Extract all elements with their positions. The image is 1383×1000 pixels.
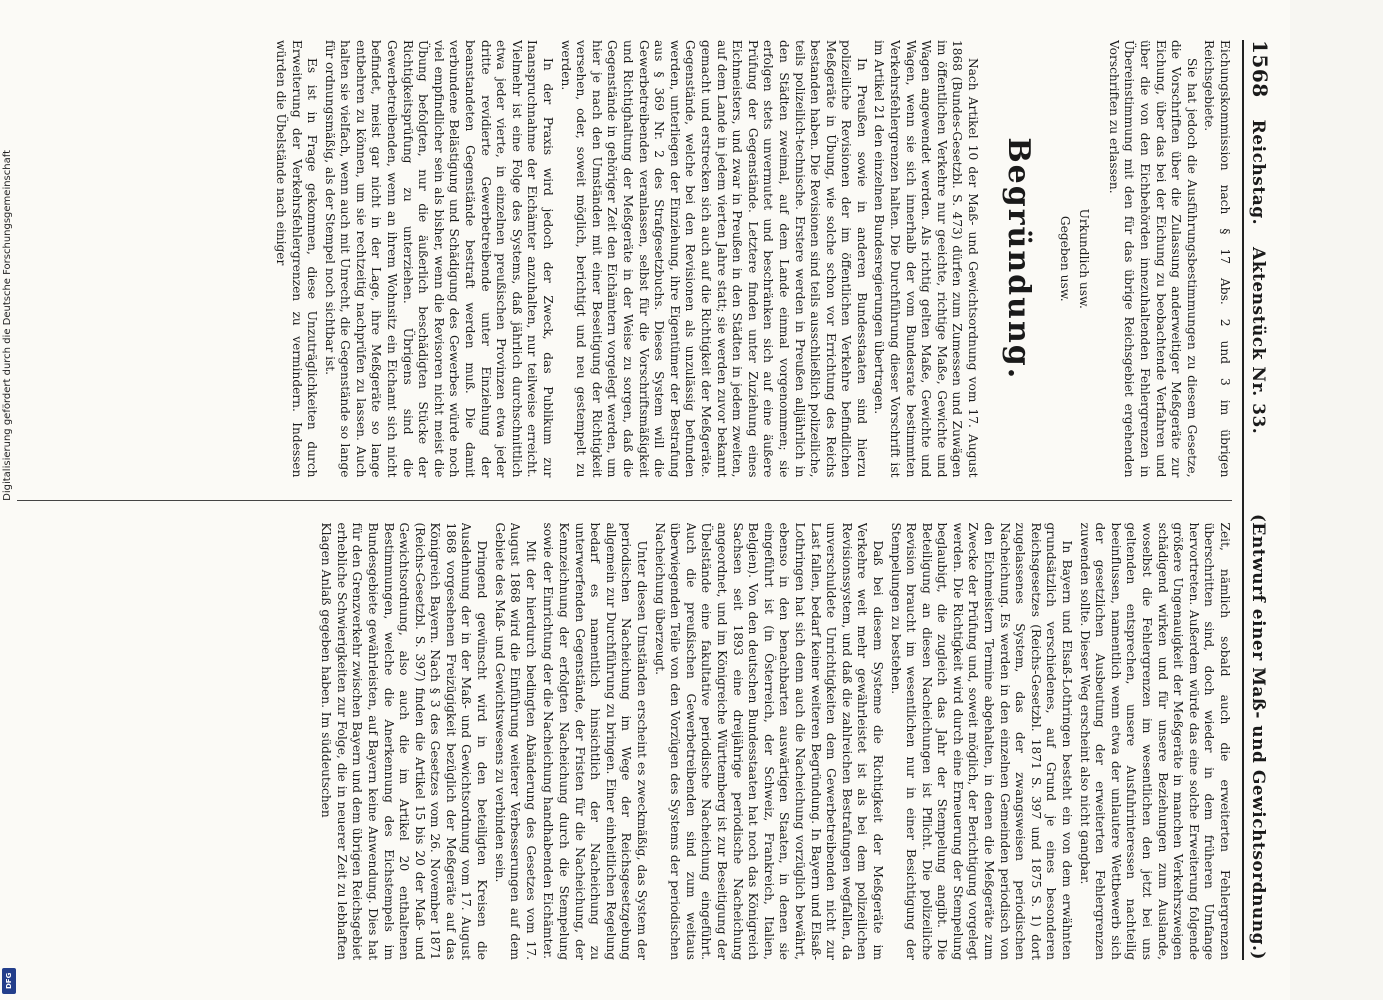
header-center: Aktenstück Nr. 33. bbox=[1248, 247, 1268, 435]
paragraph: Mit der hierdurch bedingten Abänderung des Gesetzes vom 17. August 1868 wird die Einführung weiterer Verbesserungen auf dem Gebiete des Maß- und Gewichtswesens zu verbinden sein. bbox=[492, 522, 538, 960]
paragraph: Eichungskommission nach § 17 Abs. 2 und 3 im übrigen Reichsgebiete. bbox=[1202, 40, 1232, 478]
paragraph: Nach Artikel 10 der Maß- und Gewichtsordnung vom 17. August 1868 (Bundes-Gesetzbl. S. 473) dürfen zum Zumessen und Zuwägen im öffentlichen Verkehre nur geeichte, richtige Maße, Gewichte und Wagen angewendet werden. Als richtig gelten Maße, Gewichte und Wagen, wenn sie sich innerhalb der vom Bundesrate bestimmten Verkehrsfehlergrenzen halten. Die Durchführung dieser Vorschrift ist im Artikel 21 den einzelnen Bundesregierungen übertragen. bbox=[872, 40, 981, 478]
header-right: (Entwurf einer Maß- und Gewichtsordnung.) bbox=[1248, 513, 1268, 960]
paragraph: Unter diesen Umständen erscheint es zweckmäßig, das System der periodischen Nacheichung im Wege der Reichsgesetzgebung allgemein zur Durchführung zu bringen. Einer einheitlichen Regelung bedarf es namentlich hinsichtlich der Nacheichung zu unterwerfenden Gegenstände, der Fristen für die Nacheichung, der Kennzeichnung der erfolgten Nacheichung durch die Stempelung sowie der Einrichtung der die Nacheichung handhabenden Eichämter. bbox=[541, 522, 650, 960]
closing-formula: Gegeben usw. bbox=[1057, 215, 1072, 302]
paragraph: In der Praxis wird jedoch der Zweck, das Publikum zur Inanspruchnahme der Eichämter anzuhalten, nur teilweise erreicht. Vielmehr ist eine Folge des Systems, daß jährlich durchschnittlich etwa jeder vierte, in einzelnen preußischen Provinzen etwa jeder dritte revidierte Gewerbetreibende unter Einziehung der beanstandeten Gegenstände bestraft werden muß. Die damit verbundene Belästigung und Schädigung des Gewerbes würde noch viel empfindlicher sein als bisher, wenn die Revisoren nicht meist die Übung befolgten, nur die äußerlich beschädigten Stücke der Richtigkeitsprüfung zu unterziehen. Übrigens sind die Gewerbetreibenden, wenn an ihrem Wohnsitz ein Eichamt sich nicht befindet, meist gar nicht in der Lage, ihre Meßgeräte so lange entbehren zu können, um sie rechtzeitig nachprüfen zu lassen. Auch halten sie vielfach, wenn auch mit Unrecht, die Gegenstände so lange für ordnungsmäßig, als der Stempel noch sichtbar ist. bbox=[322, 40, 556, 478]
page-header bbox=[1242, 40, 1272, 960]
closing-formula: Urkundlich usw. bbox=[1077, 208, 1092, 309]
paragraph: In Bayern und Elsaß-Lothringen besteht ein von dem erwähnten grundsätzlich verschiedenes, auf Grund je eines besonderen Reichsgesetzes (Reichs-Gesetzbl. 1871 S. 397 und 1875 S. 1) dort zugelassenes System, das der zwangsweisen periodischen Nacheichung. Es werden in den einzelnen Gemeinden periodisch von den Eichmeistern Termine abgehalten, in denen die Meßgeräte zum Zwecke der Prüfung und, soweit möglich, der Berichtigung vorgelegt werden. Die Richtigkeit wird durch eine Erneuerung der Stempelung beglaubigt, die zugleich das Jahr der Stempelung angibt. Die Beteiligung an diesen Nacheichungen ist Pflicht. Die polizeiliche Revision braucht im wesentlichen nur in einer Besichtigung der Stempelungen zu bestehen. bbox=[888, 522, 1075, 960]
paragraph: Daß bei diesem Systeme die Richtigkeit der Meßgeräte im Verkehre weit mehr gewährleistet ist als bei dem polizeilichen Revisionssystem, und daß die zahlreichen Bestrafungen wegfallen, da unverschuldete Unrichtigkeiten dem Gewerbetreibenden nicht zur Last fallen, bedarf keiner weiteren Begründung. In Bayern und Elsaß-Lothringen hat sich denn auch die Nacheichung vorzüglich bewährt, ebenso in den benachbarten auswärtigen Staaten, in denen sie eingeführt ist (in Österreich, der Schweiz, Frankreich, Italien, Belgien). Von den deutschen Bundesstaaten hat noch das Königreich Sachsen seit 1893 eine dreijährige periodische Nacheichung angeordnet, und im Königreiche Württemberg ist zur Beseitigung der Übelstände eine fakultative periodische Nacheichung eingeführt. Auch die preußischen Gewerbetreibenden sind zum weitaus überwiegenden Teile von den Vorzügen des Systems der periodischen Nacheichung überzeugt. bbox=[652, 522, 885, 960]
dfg-logo-icon: DFG bbox=[2, 968, 16, 994]
header-left: Reichstag. bbox=[1248, 119, 1268, 226]
left-column bbox=[17, 40, 1232, 478]
digitization-note: Digitalisierung gefördert durch die Deutsche Forschungsgemeinschaft bbox=[2, 150, 13, 501]
section-heading: Begründung. bbox=[1001, 137, 1037, 381]
page-number: 1568 bbox=[1248, 40, 1272, 98]
column-divider bbox=[17, 500, 1232, 501]
paragraph: In Preußen sowie in anderen Bundesstaaten sind hierzu polizeiliche Revisionen der im öffentlichen Verkehre befindlichen Meßgeräte in Übung, wie solche schon vor Errichtung des Reichs bestanden haben. Die Revisionen sind teils ausschließlich polizeiliche, teils polizeilich-technische. Erstere werden in Preußen alljährlich in den Städten zweimal, auf dem Lande einmal vorgenommen; sie erfolgen stets unvermutet und beschränken sich auf eine äußere Prüfung der Gegenstände. Letztere finden unter Zuziehung eines Eichmeisters, und zwar in Preußen in den Städten in jedem zweiten, auf dem Lande in jedem vierten Jahre statt; sie werden zuvor bekannt gemacht und erstrecken sich auch auf die Richtigkeit der Meßgeräte. Gegenstände, welche bei den Revisionen als unzulässig befunden werden, unterliegen der Einziehung, ihre Eigentümer der Bestrafung aus § 369 Nr. 2 des Strafgesetzbuchs. Dieses System will die Gewerbetreibenden veranlassen, selbst für die Vorschriftsmäßigkeit und Richtighaltung der Meßgeräte in der Weise zu sorgen, daß die Gegenstände in gehöriger Zeit den Eichämtern vorgelegt werden, um hier je nach den Umständen mit einer Beseitigung der Richtigkeit versehen, oder, soweit möglich, berichtigt und neu gestempelt zu werden. bbox=[558, 40, 869, 478]
text-columns bbox=[17, 40, 1232, 960]
paragraph: Es ist in Frage gekommen, diese Unzuträglichkeiten durch Erweiterung der Verkehrsfehlergrenzen zu vermindern. Indessen würden die Übelstände nach einiger bbox=[273, 40, 320, 478]
paragraph: Dringend gewünscht wird in den beteiligten Kreisen die Ausdehnung der in der Maß- und Gewichtsordnung vom 17. August 1868 vorgesehenen Freizügigkeit bezüglich der Meßgeräte auf das Königreich Bayern. Nach § 3 des Gesetzes vom 26. November 1871 (Reichs-Gesetzbl. S. 397) finden die Artikel 15 bis 20 der Maß- und Gewichtsordnung, also auch die im Artikel 20 enthaltenen Bestimmungen, welche die Anerkennung des Eichstempels im Bundesgebiete gewährleisten, auf Bayern keine Anwendung. Dies hat für den Grenzverkehr zwischen Bayern und dem übrigen Reichsgebiet erhebliche Schwierigkeiten zur Folge, die in neuerer Zeit zu lebhaften Klagen Anlaß gegeben haben. Im süddeutschen bbox=[319, 522, 490, 960]
paragraph: Zeit, nämlich sobald auch die erweiterten Fehlergrenzen überschritten sind, doch wieder in dem früheren Umfange hervortreten. Außerdem würde das eine solche Erweiterung folgende größere Ungenauigkeit der Meßgeräte in manchen Verkehrszweigen schädigend wirken und für unsere Beziehungen zum Auslande, woselbst die Fehlergrenzen im wesentlichen den jetzt bei uns geltenden entsprechen, unsere Ausfuhrinteressen nachteilig beeinflussen, namentlich wenn etwa der unlautere Wettbewerb sich der gesetzlichen Ausbeutung der erweiterten Fehlergrenzen zuwenden sollte. Dieser Weg erscheint also nicht gangbar. bbox=[1077, 522, 1232, 960]
right-column bbox=[17, 523, 1232, 961]
paragraph: Sie hat jedoch die Ausführungsbestimmungen zu diesem Gesetze, die Vorschriften über die Zulassung anderweitiger Meßgeräte zur Eichung, über das bei der Eichung zu beobachtende Verfahren und über die von den Eichbehörden innezuhaltenden Fehlergrenzen in Übereinstimmung mit den für das übrige Reichsgebiet ergehenden Vorschriften zu erlassen. bbox=[1106, 40, 1199, 478]
